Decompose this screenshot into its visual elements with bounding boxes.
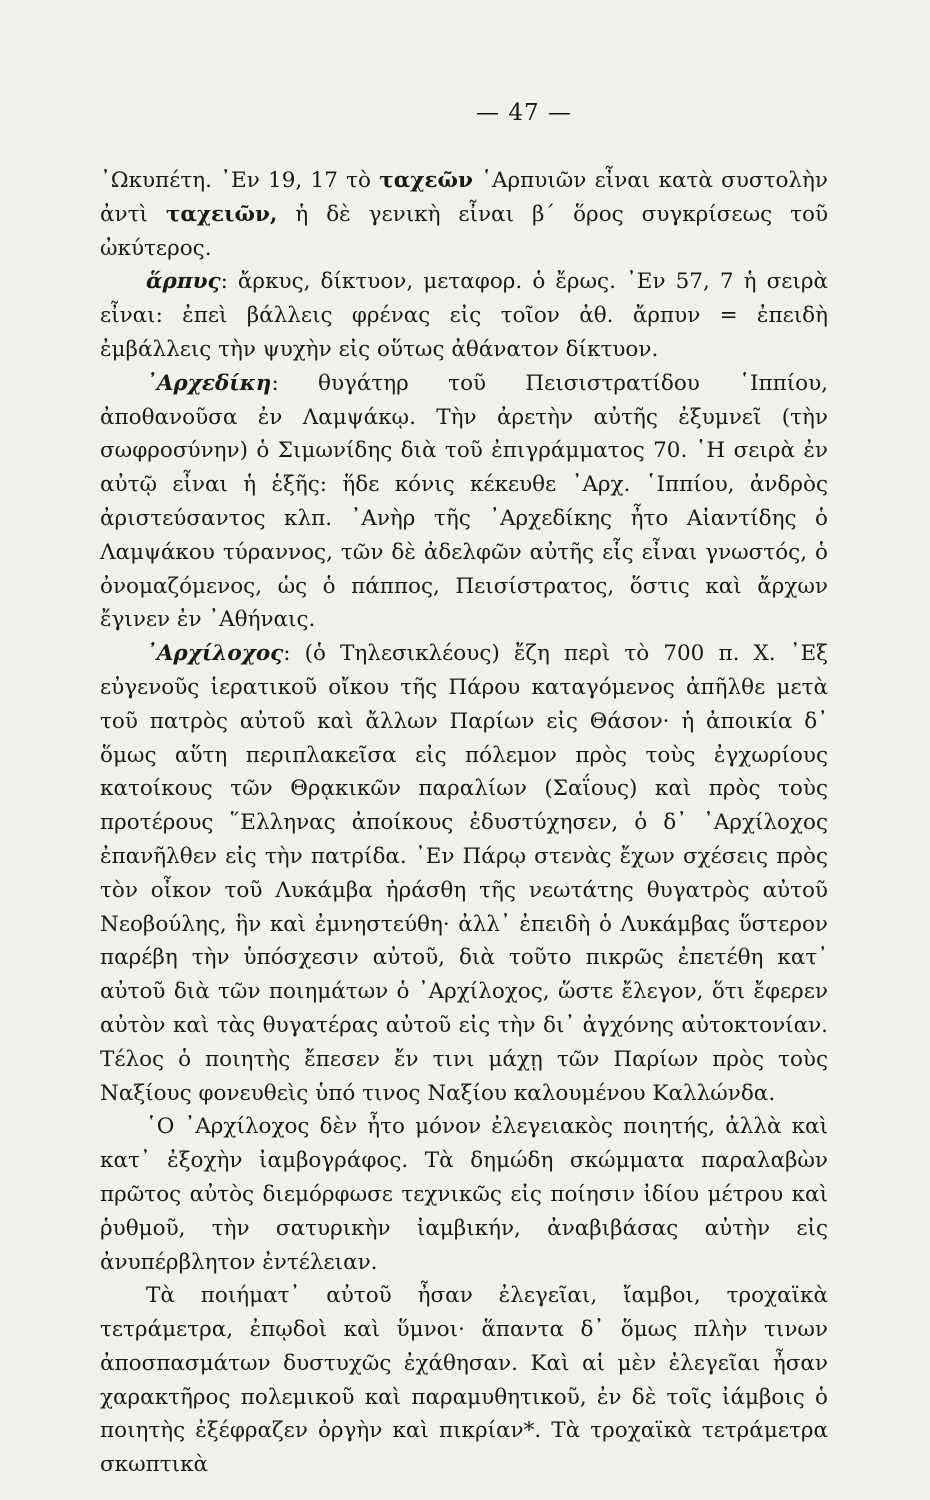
paragraph-4 (100, 637, 828, 1110)
text-segment: : (ὁ Τηλεσικλέους) ἔζη περὶ τὸ 700 π. Χ. ᾿Εξ εὐγενοῦς ἱερατικοῦ οἴκου τῆς Πάρου καταγόμενος ἀπῆλθε μετὰ τοῦ πατρὸς αὐτοῦ καὶ ἄλλων Παρίων εἰς Θάσον· ἡ ἀποικία δ᾿ ὅμως αὕτη περιπλακεῖσα εἰς πόλεμον πρὸς τοὺς ἐγχωρίους κατοίκους τῶν Θρᾳκικῶν παραλίων (Σαΐους) καὶ πρὸς τοὺς προτέρους ῞Ελληνας ἀποίκους ἐδυστύχησεν, ὁ δ᾿ ᾿Αρχίλοχος ἐπανῆλθεν εἰς τὴν πατρίδα. ᾿Εν Πάρῳ στενὰς ἔχων σχέσεις πρὸς τὸν οἶκον τοῦ Λυκάμβα ἠράσθη τῆς νεωτάτης θυγατρὸς αὐτοῦ Νεοβούλης, ἣν καὶ ἐμνηστεύθη· ἀλλ᾿ ἐπειδὴ ὁ Λυκάμβας ὕστερον παρέβη τὴν ὑπόσχεσιν αὐτοῦ, διὰ τοῦτο πικρῶς ἐπετέθη κατ᾿ αὐτοῦ διὰ τῶν ποιημάτων ὁ ᾿Αρχίλοχος, ὥστε ἔλεγον, ὅτι ἔφερεν αὐτὸν καὶ τὰς θυγατέρας αὐτοῦ εἰς τὴν δι᾿ ἀγχόνης αὐτοκτονίαν. Τέλος ὁ ποιητὴς ἔπεσεν ἔν τινι μάχῃ τῶν Παρίων πρὸς τοὺς Ναξίους φονευθεὶς ὑπό τινος Ναξίου καλουμένου Καλλώνδα. (100, 641, 828, 1106)
paragraph-1 (100, 164, 828, 265)
text-segment: : ἄρκυς, δίκτυον, μεταφορ. ὁ ἔρως. ᾿Εν 57, 7 ἡ σειρὰ εἶναι: ἐπεὶ βάλλεις φρένας εἰς τοῖον ἀθ. ἄρπυν = ἐπειδὴ ἐμβάλλεις τὴν ψυχὴν εἰς οὕτως ἀθάνατον δίκτυον. (100, 269, 828, 362)
paragraph-6 (100, 1279, 828, 1482)
lemma-term: ἅρπυς (146, 269, 221, 295)
text-segment: Τὰ ποιήματ᾿ αὐτοῦ ἦσαν ἐλεγεῖαι, ἴαμβοι, τροχαϊκὰ τετράμετρα, ἐπῳδοὶ καὶ ὕμνοι· ἅπαντα δ᾿ ὅμως πλὴν τινων ἀποσπασμάτων δυστυχῶς ἐχάθησαν. Καὶ αἱ μὲν ἐλεγεῖαι ἦσαν χαρακτῆρος πολεμικοῦ καὶ παραμυθητικοῦ, ἐν δὲ τοῖς ἰάμβοις ὁ ποιητὴς ἐξέφραζεν ὀργὴν καὶ πικρίαν*. Τὰ τροχαϊκὰ τετράμετρα σκωπτικὰ (100, 1283, 828, 1478)
text-segment: ἡ δὲ γενικὴ εἶναι β΄ ὅρος συγκρίσεως τοῦ ὠκύτερος. (100, 201, 829, 261)
page-number: — 47 — (476, 100, 572, 126)
bold-word: ταχειῶν, (165, 201, 278, 227)
text-segment: : θυγάτηρ τοῦ Πεισιστρατίδου ῾Ιππίου, ἀποθανοῦσα ἐν Λαμψάκῳ. Τὴν ἀρετὴν αὐτῆς ἐξυμνεῖ (τὴν σωφροσύνην) ὁ Σιμωνίδης διὰ τοῦ ἐπιγράμματος 70. ῾Η σειρὰ ἐν αὐτῷ εἶναι ἡ ἑξῆς: ἥδε κόνις κέκευθε ᾿Αρχ. ῾Ιππίου, ἀνδρὸς ἀριστεύσαντος κλπ. ᾿Ανὴρ τῆς ᾿Αρχεδίκης ἦτο Αἰαντίδης ὁ Λαμψάκου τύραννος, τῶν δὲ ἀδελφῶν αὐτῆς εἷς εἶναι γνωστός, ὁ ὀνομαζόμενος, ὡς ὁ πάππος, Πεισίστρατος, ὅστις καὶ ἄρχων ἔγινεν ἐν ᾿Αθήναις. (100, 370, 828, 633)
body-text (100, 164, 828, 1482)
paragraph-5 (100, 1110, 828, 1279)
text-segment: ᾿Ωκυπέτη. ᾿Εν 19, 17 τὸ (100, 168, 380, 193)
text-segment: ῾Ο ᾿Αρχίλοχος δὲν ἦτο μόνον ἐλεγειακὸς ποιητής, ἀλλὰ καὶ κατ᾿ ἐξοχὴν ἰαμβογράφος. Τὰ δημώδη σκώμματα παραλαβὼν πρῶτος αὐτὸς διεμόρφωσε τεχνικῶς εἰς ποίησιν ἰδίου μέτρου καὶ ῥυθμοῦ, τὴν σατυρικὴν ἰαμβικήν, ἀναβιβάσας αὐτὴν εἰς ἀνυπέρβλητον ἐντέλειαν. (100, 1114, 828, 1275)
paragraph-3 (100, 367, 828, 637)
lemma-term: ᾿Αρχεδίκη (146, 370, 272, 396)
text-segment: ῾Αρπυιῶν εἶναι κατὰ συστολὴν ἀντὶ (100, 168, 829, 227)
paragraph-2 (100, 265, 828, 366)
lemma-term: ᾿Αρχίλοχος (146, 641, 284, 667)
bold-word: ταχεῶν (379, 168, 473, 193)
